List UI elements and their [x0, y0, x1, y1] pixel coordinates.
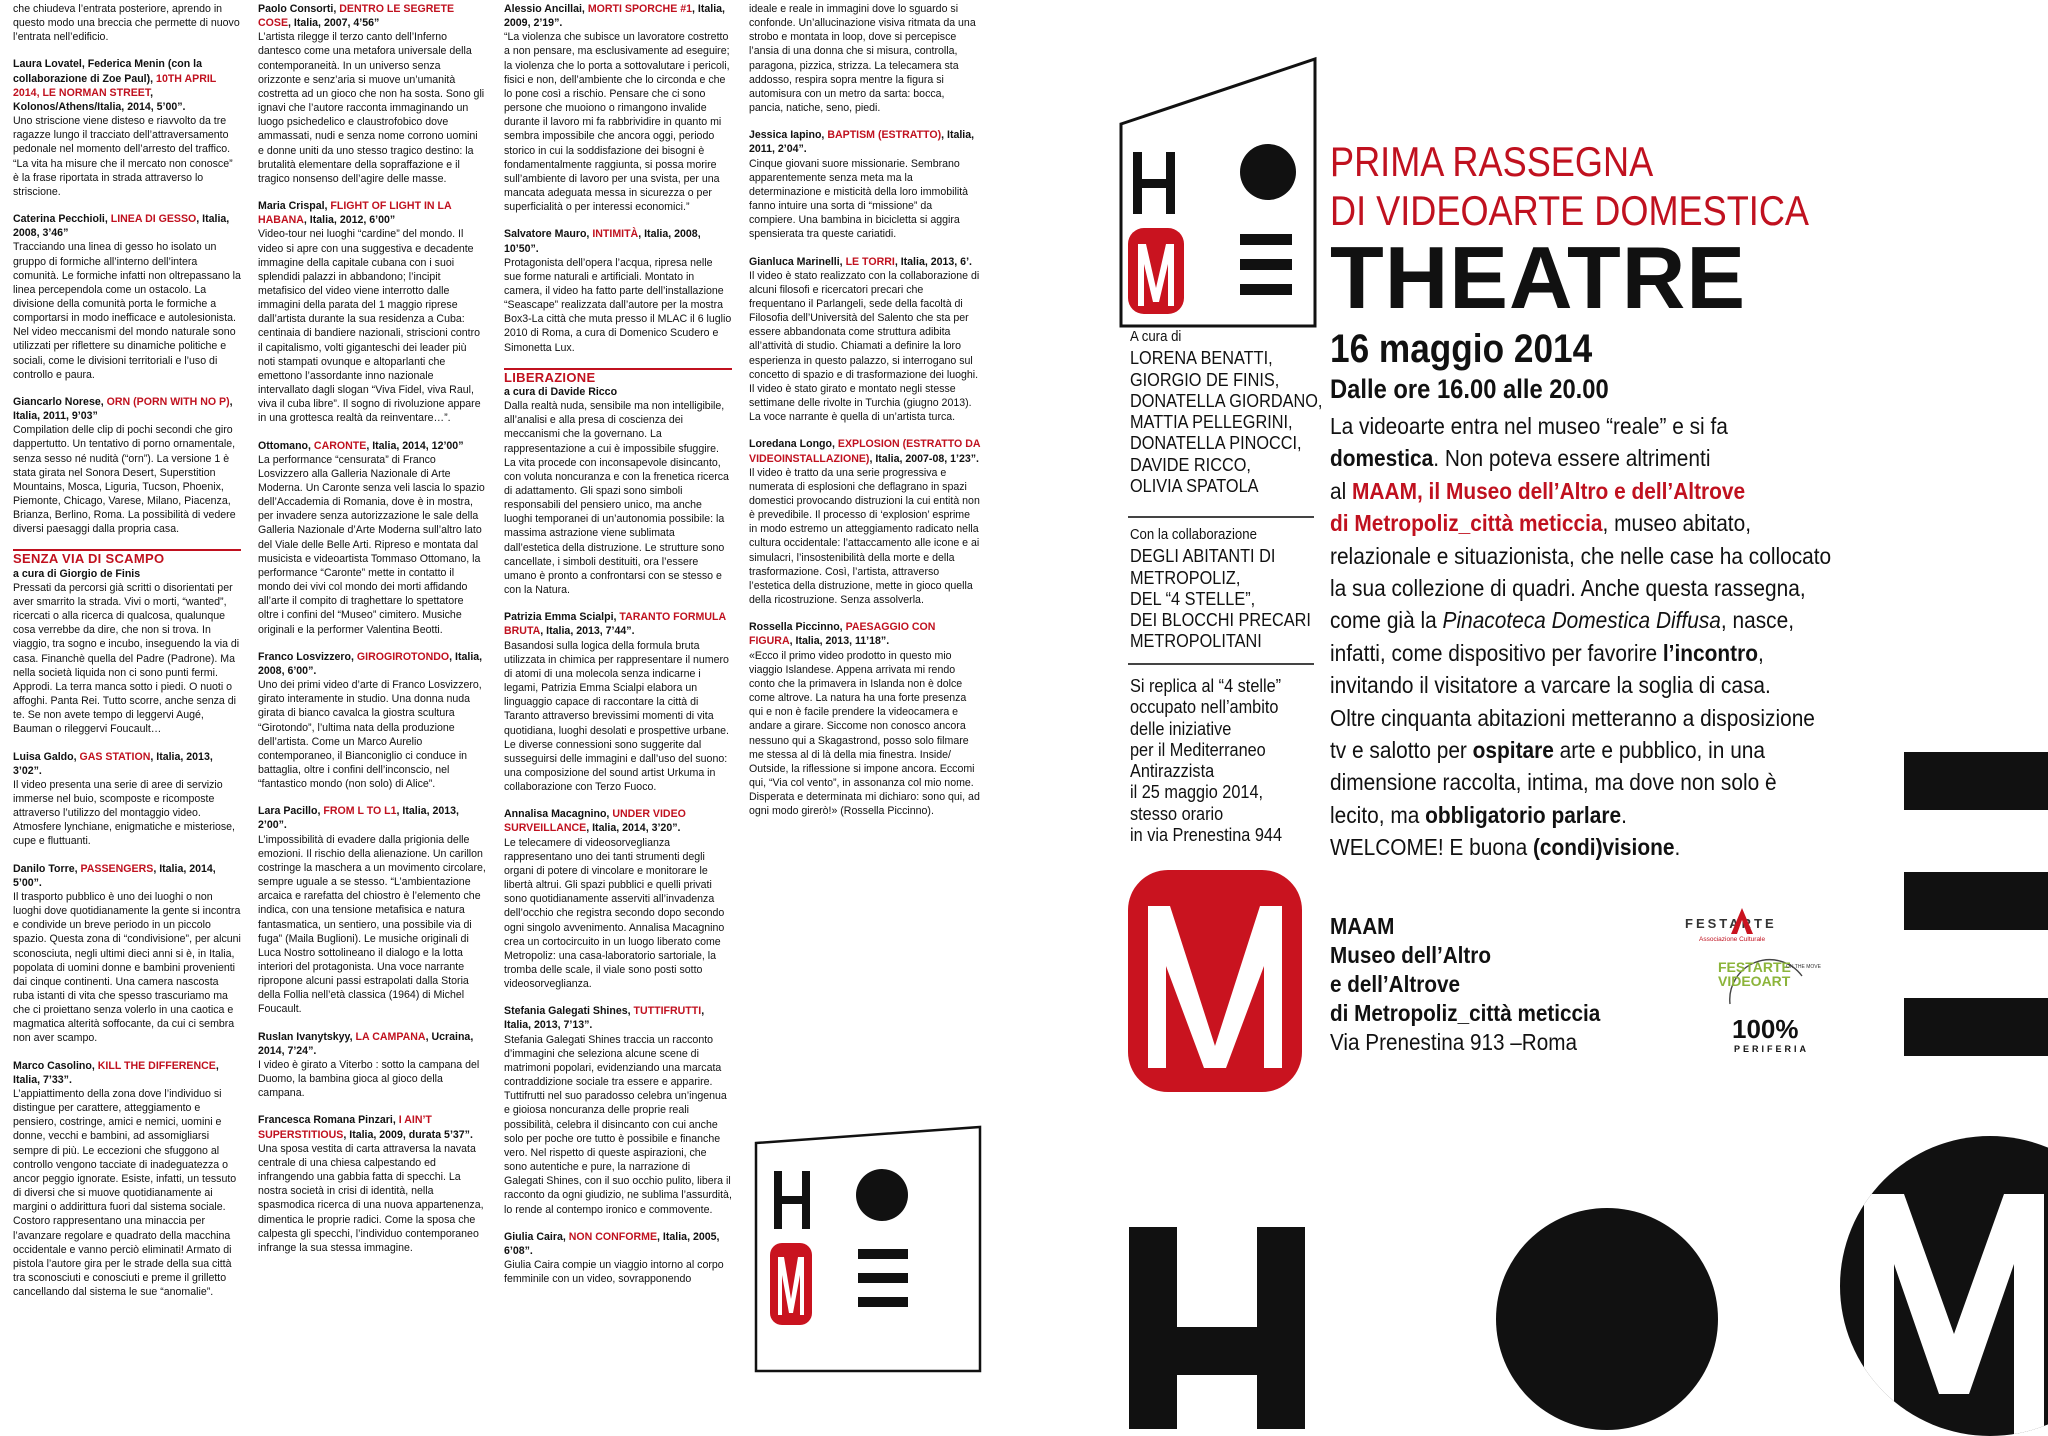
entry-body: Tracciando una linea di gesso ho isolato un gruppo di formiche all’interno dell’intera comunità. Le formiche infatti non oltrepassano la linea percependola come un ostacolo. La divisione della comunità porta le formiche a comportarsi in modo inefficace e autolesionista. Nel video meccanismi del mondo naturale sono utilizzati per riflettere su dinamiche politiche e sociali, come le divisioni territoriali e l’uso di controllo e paura.: [13, 241, 241, 381]
entry-meta: , Italia, 2013, 7’13”.: [504, 1005, 705, 1032]
videoart-line-1: FESTARTE: [1718, 959, 1791, 975]
video-entry: [13, 862, 241, 1046]
intro-segment: di Metropoliz_città meticcia: [1330, 510, 1603, 537]
intro-line: [1330, 734, 1798, 766]
entry-meta: , Italia, 2008, 6’00”.: [258, 650, 483, 677]
intro-line: [1330, 572, 1806, 604]
entry-author: Jessica Iapino,: [749, 129, 828, 142]
entry-body: Uno striscione viene disteso e riavvolto da tre ragazze lungo il tracciato dell’attraversamento pedonale nel momento dell’arresto del traffico. “La vita ha misure che il mercato non conosce” è la frase riportata in strada attraverso lo striscione.: [13, 115, 233, 198]
entry-author: Annalisa Macagnino,: [504, 808, 613, 821]
list-line: DEGLI ABITANTI DI: [1130, 545, 1276, 567]
entry-body: Uno dei primi video d’arte di Franco Losvizzero, girato interamente in studio. Una donna nuda girata di bianco cavalca la giostra scultura “Girotondo”, l’ultima nata della produzione dell’artista. Come un Marco Aurelio contemporaneo, il Bianconiglio ci conduce in battaglia, oltre i confini dell’inconscio, nel “fantastico mondo (non solo) di Alice”.: [258, 679, 482, 791]
title-theatre: THEATRE: [1330, 228, 1747, 327]
video-entry: [258, 439, 486, 637]
entry-meta: , Italia, 2013, 7’44”.: [540, 625, 635, 638]
venue-block: [1330, 912, 1600, 1057]
entry-title: FLIGHT OF LIGHT IN LA HABANA: [258, 200, 452, 227]
entry-author: Francesca Romana Pinzari,: [258, 1114, 399, 1127]
intro-segment: MAAM, il Museo dell’Altro e dell’Altrove: [1352, 477, 1746, 504]
list-line: DAVIDE RICCO,: [1130, 453, 1251, 475]
intro-segment: .: [1621, 801, 1627, 828]
entry-author: Caterina Pecchioli,: [13, 213, 111, 226]
video-entry: [13, 212, 241, 382]
entry-meta: , Italia, 2013, 3’02”.: [13, 750, 213, 777]
section-body: Dalla realtà nuda, sensibile ma non intelligibile, all’analisi e alla presa di coscienza dei meccanismi che la governano. La rappresentazione a cui è impossibile sfuggire. La vita procede con inconsapevole disincanto, con voluta noncuranza e con la frenetica ricerca di adattamento. Gli spazi sono simboli responsabili del pensiero unico, ma anche luoghi temporanei di un’autonomia possibile: la massima astrazione viene sublimata dall’estetica della distruzione. Le strutture sono cancellate, i simboli destituiti, ora l’essere umano è pronto a confrontarsi con se stesso e con la Natura.: [504, 400, 729, 597]
event-hours: Dalle ore 16.00 alle 20.00: [1330, 374, 1609, 404]
entry-heading: [749, 128, 981, 156]
video-entry: [13, 1059, 241, 1300]
videoart-tag: ON THE MOVE: [1786, 964, 1821, 970]
entry-author: Patrizia Emma Scialpi,: [504, 611, 620, 624]
big-m-letter: [1864, 1194, 2044, 1436]
entry-meta: , Ucraina, 2014, 7’24”.: [258, 1030, 474, 1057]
entry-heading: [504, 610, 732, 638]
intro-line: [1330, 766, 1798, 798]
entry-body: Protagonista dell’opera l’acqua, ripresa nelle sue forme naturali e artificiali. Montato in camera, il video ha fatto parte dell’installazione “Seascape” realizzata dall’autore per la mostra Box3-La città che muta presso il MLAC il 6 luglio 2010 di Roma, a cura di Domenico Scudero e Simonetta Lux.: [504, 256, 732, 354]
intro-line: [1330, 799, 1798, 831]
entry-author: Giulia Caira,: [504, 1230, 569, 1243]
video-entry: [749, 255, 981, 425]
list-line: in via Prenestina 944: [1130, 824, 1283, 846]
entry-heading: [258, 1030, 486, 1058]
intro-segment: obbligatorio parlare: [1425, 801, 1622, 828]
list-line: OLIVIA SPATOLA: [1130, 475, 1259, 497]
title-line-1: PRIMA RASSEGNA: [1330, 138, 1654, 185]
entry-meta: , Italia, 2012, 6’00”: [303, 214, 396, 227]
entry-author: Ottomano,: [258, 439, 314, 452]
entry-meta: , Italia, 2007, 4’56”: [288, 17, 380, 30]
entry-body: Stefania Galegati Shines traccia un racconto d’immagini che seleziona alcune scene di matrimoni popolari, evidenziando una marcata contraddizione sociale tra essere e apparire. Tuttifrutti nel suo paradosso celebra un’ingenua e gioiosa noncuranza delle proprie reali possibilità, celebra il disincanto con cui anche solo per poche ore tutto è possibile e finanche vero. Nel rispetto di queste aspirazioni, che sono autentiche e pure, la narrazione di Galegati Shines, con il suo occhio pulito, libera il racconto da ogni giudizio, ne sublima l’assurdità, lo rende al contempo ironico e commovente.: [504, 1033, 732, 1216]
list-line: delle iniziative: [1130, 717, 1232, 739]
divider-1: [1128, 516, 1314, 518]
entry-author: Giancarlo Norese,: [13, 395, 107, 408]
entry-heading: [13, 750, 241, 778]
entry-body: Il trasporto pubblico è uno dei luoghi o non luoghi dove quotidianamente la gente si incontra e condivide un breve periodo in un piccolo spazio. Questa zona di “condivisione”, per alcuni sconosciuta, negli ultimi dieci anni si è, in Italia, popolata di uomini donne e bambini provenienti dai cinque continenti. Una camera nascosta ruba istanti di vita che spesso trascuriamo ma che ci proiettano senza volerlo in una caotica e magmatica alterità soffocante, da cui ci sembra non aver scampo.: [13, 890, 241, 1045]
entry-title: ORN (PORN WITH NO P): [106, 395, 230, 408]
entry-title: KILL THE DIFFERENCE: [97, 1059, 216, 1072]
entry-body: Compilation delle clip di pochi secondi che giro dappertutto. Un tentativo di porno ornamentale, senza sesso né nudità (“orn”). La versione 1 è stata girata nel Sonora Desert, Superstition Mountains, Mosca, Liguria, Tucson, Phoenix, Piemonte, Chicago, Varese, Milano, Piacenza, Brianza, Berlino, Roma. La possibilità di vedere diversi paesaggi dalla propria casa.: [13, 424, 236, 536]
collab-lines: [1130, 545, 1311, 651]
entry-title: LE TORRI: [845, 255, 895, 268]
collab-label: Con la collaborazione: [1130, 526, 1257, 543]
intro-line: [1330, 669, 1798, 701]
entry-title: EXPLOSION (ESTRATTO DA VIDEOINSTALLAZIONE): [749, 438, 981, 465]
entry-title: FROM L TO L1: [323, 805, 397, 818]
intro-line: [1330, 410, 1798, 442]
festarte-name: FESTARTE: [1685, 916, 1777, 931]
list-line: DEL “4 STELLE”,: [1130, 587, 1256, 609]
entry-author: Laura Lovatel, Federica Menin (con la collaborazione di Zoe Paul),: [13, 58, 202, 85]
venue-address: Via Prenestina 913 –Roma: [1330, 1029, 1578, 1055]
replica-lines: [1130, 675, 1282, 845]
list-line: METROPOLITANI: [1130, 630, 1262, 652]
intro-line: [1330, 604, 1798, 636]
entry-author: Gianluca Marinelli,: [749, 255, 846, 268]
video-entry: [504, 1230, 732, 1287]
intro-segment: .: [1674, 834, 1681, 861]
intro-segment: , museo abitato,: [1602, 510, 1752, 537]
entry-author: Franco Losvizzero,: [258, 650, 357, 663]
entry-heading: [13, 395, 241, 423]
venue-lines: [1330, 912, 1600, 1028]
entry-author: Loredana Longo,: [749, 438, 838, 451]
entry-title: 10TH APRIL 2014, LE NORMAN STREET: [13, 72, 217, 99]
entry-body: Una sposa vestita di carta attraversa la navata centrale di una chiesa calpestando ed infrangendo una gabbia fatta di specchi. La nostra società in crisi di identità, nella spasmodica ricerca di una nuova appartenenza, dimentica le proprie radici. Come la sposa che calpesta gli specchi, l’individuo contemporaneo infrange la sua stessa immagine.: [258, 1142, 484, 1254]
video-entry: [504, 1004, 732, 1216]
entry-heading: [504, 807, 732, 835]
intro-segment: lecito, ma: [1330, 801, 1426, 828]
entry-meta: , Italia, 2007-08, 1’23”.: [869, 452, 979, 465]
entry-title: GIROGIROTONDO: [356, 650, 450, 663]
periferia-label: PERIFERIA: [1734, 1044, 1810, 1054]
intro-segment: domestica: [1330, 445, 1434, 472]
video-entry: [258, 650, 486, 792]
entry-meta: , Italia, 2013, 2’00”.: [258, 805, 459, 832]
entry-body: I video è girato a Viterbo : sotto la campana del Duomo, la bambina gioca al gioco della campana.: [258, 1058, 480, 1100]
entry-author: Alessio Ancillai,: [504, 3, 588, 15]
intro-segment: (condi)visione: [1532, 834, 1675, 861]
entry-heading: [504, 1230, 732, 1258]
entry-meta: , Italia, 2011, 2’04”.: [749, 129, 975, 156]
festarte-videoart-logo: [1716, 952, 1821, 1012]
video-entry: [258, 804, 486, 1016]
video-entry: [504, 2, 732, 214]
list-line: e dell’Altrove: [1330, 971, 1460, 997]
entry-heading: [258, 2, 486, 30]
entry-meta: , Italia, 2014, 5’00”.: [13, 862, 216, 889]
video-entry: [13, 750, 241, 849]
divider-2: [1128, 663, 1314, 665]
entry-title: LINEA DI GESSO: [110, 213, 197, 226]
entry-title: TARANTO FORMULA BRUTA: [504, 611, 726, 638]
list-line: stesso orario: [1130, 802, 1224, 824]
entry-body: Video-tour nei luoghi “cardine” del mondo. Il video si apre con una suggestiva e decadente immagine della capitale cubana con i suoi splendidi palazzi in abbandono; l’incipit metafisico del video viene interrotto dalle immagini della parata del 1 maggio riprese dall’artista durante la sua residenza a Cuba: centinaia di bandiere nazionali, striscioni contro il capitalismo, volti giganteschi dei leader più noti stampati ovunque e altoparlanti che emettono l’assordante inno nazionale intervallato dagli slogan “Viva Fidel, viva Raul, viva il cuba libre”. Il sogno di rivoluzione appare in una grottesca realtà da reinventare…”.: [258, 228, 481, 425]
entry-meta: , Italia, 2008, 3’46”: [13, 213, 230, 240]
entry-meta: , Italia, 2014, 12’00”: [366, 439, 464, 452]
curators-block: [1130, 326, 1322, 496]
section-title: LIBERAZIONE: [504, 368, 732, 385]
entry-heading: [504, 227, 732, 255]
curators-label: A cura di: [1130, 328, 1182, 345]
list-line: DEI BLOCCHI PRECARI: [1130, 609, 1311, 631]
video-entry: [258, 1030, 486, 1101]
entry-title: PASSENGERS: [80, 862, 154, 875]
entry-heading: [258, 650, 486, 678]
replica-block: [1130, 675, 1282, 845]
home-logo-small: [754, 1125, 984, 1373]
entry-heading: [258, 804, 486, 832]
intro-segment: Pinacoteca Domestica Diffusa: [1442, 607, 1721, 634]
intro-segment: Oltre cinquanta abitazioni metteranno a disposizione: [1330, 704, 1815, 731]
intro-line: [1330, 702, 1815, 734]
periferia-logo: [1732, 1014, 1822, 1064]
entry-meta: , Italia, 2009, durata 5’37”.: [343, 1128, 473, 1141]
entry-meta: , Kolonos/Athens/Italia, 2014, 5’00”.: [13, 86, 186, 113]
maam-m-logo: [1126, 868, 1304, 1094]
entry-body: “La violenza che subisce un lavoratore costretto a non pensare, ma esclusivamente ad eseguire; la violenza che lo porta a sottovalutare i pericoli, fisici e non, dell’ambiente che lo circonda e che lo pone così a rischio. Pensare che ci sono persone che muoiono o rimangono invalide durante il lavoro mi fa rabbrividire in quanto mi sembra impossibile che ancora oggi, periodo storico in cui la soddisfazione dei bisogni è fondamentalmente raggiunta, si possa morire sull’ambiente di lavoro per una svista, per una mancata adeguata messa in sicurezza o per superficialità o per interessi economici.”: [504, 31, 730, 214]
intro-line: [1330, 637, 1798, 669]
entry-body: Le telecamere di videosorveglianza rappresentano uno dei tanti strumenti degli organi di potere di vincolare e monitorare le libertà altrui. Gli spazi pubblici e quelli privati sono quotidianamente asserviti all’invadenza dell’occhio che registra secondo dopo secondo ogni singolo avvenimento. Annalisa Macagnino crea un cortocircuito in un luogo liberato come Metropoliz: una casa-laboratorio sartoriale, la tromba delle scale, il viale sono posti sotto videosorveglianza.: [504, 836, 725, 991]
section-curator: a cura di Giorgio de Finis: [13, 567, 141, 580]
entry-body: La performance “censurata” di Franco Losvizzero alla Galleria Nazionale di Arte Moderna. Un Caronte senza veli lascia lo spazio dell’Accademia di Romania, dove è in mostra, per invadere senza autorizzazione le sale della Galleria Nazionale d’Arte Moderna sull’altro lato del Viale delle Belle Arti. Ripreso e montata dal musicista e videoartista Tommaso Ottomano, la performance “Caronte” mette in contatto il mondo dei vivi col mondo dei morti affidando all’arte il compito di traghettare lo spettatore oltre i confini del “Museo” cimitero. Musiche originali e la performer Valentina Beotti.: [258, 453, 485, 636]
intro-line: [1330, 831, 1798, 863]
entry-title: DENTRO LE SEGRETE COSE: [258, 3, 455, 30]
text-column-4: [749, 2, 981, 831]
entry-meta: , Italia, 2014, 3’20”.: [586, 822, 681, 835]
entry-meta: , Italia, 2008, 10’50”.: [504, 228, 701, 255]
entry-body: L’artista rilegge il terzo canto dell’Inferno dantesco come una metafora universale della contemporaneità. In un universo senza orizzonte e senz’aria si muove un’umanità costretta ad un gioco che non ha sosta. Sono gli ignavi che l’autore racconta immaginando un luogo psichedelico e claustrofobico dove ammassati, nudi e senza nome corrono uomini e donne uniti da uno stesso tragico destino: la brutalità elementare della sopraffazione e il tragico nonsenso dell’agire delle masse.: [258, 31, 485, 185]
intro-segment: come già la: [1330, 607, 1443, 634]
festarte-sub: Associazione Culturale: [1699, 936, 1766, 943]
entry-heading: [749, 437, 981, 465]
section-curator: a cura di Davide Ricco: [504, 385, 618, 398]
entry-body: Il video presenta una serie di aree di servizio immerse nel buio, scomposte e ricomposte attraverso l’utilizzo del montaggio video. Atmosfere lynchiane, enigmatiche e misteriose, cupe e fluttuanti.: [13, 778, 235, 848]
entry-body: «Ecco il primo video prodotto in questo mio viaggio Islandese. Appena arrivata mi rendo conto che la primavera in Islanda non è dolce come altrove. La natura ha una forte presenza qui e non è facile prendere la videocamera e andare a girare. Siccome non conosco ancora nessuno qui a Skagastrond, posso solo filmare me stessa al di là della mia finestra. Inside/ Outside, la riflessione si impone ancora. Eccomi qui, “Via col vento”, in assonanza col mio nome. Disperata e determinata mi dichiaro: sono qui, ad ogni modo girerò!» (Rossella Piccinno).: [749, 649, 980, 818]
list-line: DONATELLA GIORDANO,: [1130, 389, 1323, 411]
entry-heading: [258, 199, 486, 227]
entry-title: CARONTE: [313, 439, 367, 452]
intro-segment: infatti, come dispositivo per favorire: [1330, 639, 1663, 666]
entry-body: Giulia Caira compie un viaggio intorno al corpo femminile con un video, sovrapponendo: [504, 1258, 724, 1286]
big-e-bars: [1904, 752, 2048, 1062]
intro-segment: tv e salotto per: [1330, 737, 1473, 764]
big-o-circle: [1496, 1208, 1718, 1430]
entry-heading: [258, 1113, 486, 1141]
video-entry: [258, 1113, 486, 1255]
intro-segment: invitando il visitatore a varcare la soglia di casa.: [1330, 672, 1771, 699]
intro-segment: al: [1330, 477, 1353, 504]
entry-body: Il video è stato realizzato con la collaborazione di alcuni filosofi e ricercatori precari che frequentano il Parlangeli, sede della facoltà di Filosofia dell’Università del Salento che sta per essere abbandonata come struttura adibita all’attività di studio. Chiamati a definire la loro esperienza in questo palazzo, si interrogano sul concetto di spazio e di trasformazione dei luoghi. Il video è stato girato e montato negli stesse settimane delle rivolte in Turchia (giugno 2013). La voce narrante è quella di un’artista turca.: [749, 269, 980, 424]
intro-segment: La videoarte entra nel museo “reale” e si fa: [1330, 413, 1728, 439]
entry-author: Paolo Consorti,: [258, 3, 340, 15]
intro-segment: relazionale e situazionista, che nelle case ha collocato: [1330, 542, 1832, 569]
entry-heading: [13, 862, 241, 890]
entry-heading: [13, 1059, 241, 1087]
entry-author: Lara Pacillo,: [258, 805, 324, 818]
entry-heading: [504, 1004, 732, 1032]
list-line: MATTIA PELLEGRINI,: [1130, 411, 1293, 433]
entry-meta: , Italia, 7’33”.: [13, 1059, 219, 1086]
entry-title: I AIN’T SUPERSTITIOUS: [258, 1114, 432, 1141]
videoart-line-2: VIDEOART: [1718, 973, 1791, 989]
entry-meta: , Italia, 2005, 6’08”.: [504, 1230, 720, 1257]
festarte-a-icon: [1731, 908, 1753, 934]
video-entry: [13, 395, 241, 537]
intro-segment: ,: [1757, 639, 1764, 666]
event-date: 16 maggio 2014: [1330, 327, 1593, 371]
entry-author: Salvatore Mauro,: [504, 228, 593, 241]
list-line: GIORGIO DE FINIS,: [1130, 368, 1280, 390]
entry-title: UNDER VIDEO SURVEILLANCE: [504, 808, 686, 835]
video-entry: [258, 199, 486, 426]
video-entry: [504, 807, 732, 991]
curators-names: [1130, 347, 1322, 496]
intro-line: [1330, 442, 1798, 474]
list-line: Antirazzista: [1130, 760, 1215, 782]
entry-meta: , Italia, 2011, 9’03”: [13, 395, 233, 423]
intro-segment: WELCOME! E buona: [1330, 834, 1533, 861]
entry-heading: [504, 2, 732, 30]
intro-line: [1330, 507, 1798, 539]
list-line: Museo dell’Altro: [1330, 942, 1492, 968]
list-line: Si replica al “4 stelle”: [1130, 675, 1282, 696]
entry-author: Danilo Torre,: [13, 862, 81, 875]
entry-author: Ruslan Ivanytskyy,: [258, 1030, 356, 1043]
text-column-2: [258, 2, 486, 1268]
intro-segment: dimensione raccolta, intima, ma dove non solo è: [1330, 769, 1777, 796]
entry-author: Stefania Galegati Shines,: [504, 1005, 634, 1018]
video-entry: [749, 620, 981, 818]
entry-author: Maria Crispal,: [258, 200, 331, 213]
list-line: per il Mediterraneo: [1130, 738, 1266, 760]
list-line: MAAM: [1330, 913, 1395, 939]
text-column-1: [13, 2, 241, 1312]
entry-title: LA CAMPANA: [355, 1030, 426, 1043]
entry-title: NON CONFORME: [568, 1230, 658, 1243]
entry-author: Luisa Galdo,: [13, 750, 80, 763]
periferia-pct: 100%: [1732, 1014, 1799, 1044]
list-line: di Metropoliz_città meticcia: [1330, 1000, 1601, 1026]
entry-title: BAPTISM (ESTRATTO): [827, 129, 942, 142]
intro-segment: . Non poteva essere altrimenti: [1433, 445, 1711, 472]
collab-block: [1130, 524, 1311, 652]
video-entry: [13, 57, 241, 199]
section-body: Pressati da percorsi già scritti o disorientati per aver smarrito la strada. Vivi o morti, “wanted”, ricercati o alla ricerca di qualcosa, qualunque cosa verrebbe da dire, che non si trova. In viaggio, tra sogno e incubo, inseguendo la via di casa. Financhè quella del Padre (Padrone). Ma nella società liquida non ci sono punti fermi. Approdi. La terra manca sotto i piedi. O nuoti o affoghi. Panta Rei. Tutto scorre, anche senza di te. Se non avete tempo di leggervi Augé, Bauman o rileggervi Foucault…: [13, 581, 240, 736]
entry-meta: , Italia, 2013, 11’18”.: [789, 635, 890, 648]
section-title: SENZA VIA DI SCAMPO: [13, 549, 241, 566]
column-text: ideale e reale in immagini dove lo sguardo si confonde. Un’allucinazione visiva ritmata da una strobo e montata in loop, dove si percepisce l’ansia di una donna che si misura, controlla, paragona, pizzica, strizza. La telecamera sta addosso, respira sopra mentre la figura si automisura con un metro da sarta: bocca, pancia, natiche, seno, piedi.: [749, 3, 976, 115]
entry-heading: [749, 620, 981, 648]
festarte-logo: [1685, 910, 1805, 956]
intro-line: [1330, 475, 1798, 507]
video-entry: [749, 437, 981, 607]
list-line: occupato nell’ambito: [1130, 696, 1279, 718]
list-line: METROPOLIZ,: [1130, 566, 1241, 588]
entry-body: Il video è tratto da una serie progressiva e numerata di esplosioni che deflagrano in spazi domestici provocando distruzioni la cui entità non è prevedibile. Il processo di ‘explosion’ esprime in modo estremo un atteggiamento radicato nella cultura occidentale: l’attaccamento alle icone e ai simulacri, l’insostenibilità della morte e della trasformazione. Così, l’artista, attraverso l’estetica della distruzione, mette in gioco quella della ricostruzione. Senza assolverla.: [749, 466, 980, 607]
entry-body: L’appiattimento della zona dove l’individuo si distingue per carattere, atteggiamento e pensiero, costringe, amici e nemici, uomini e donne, vecchi e bambini, ad assomigliarsi sempre di più. Le eccezioni che sfuggono al controllo vengono tacciate di inadeguatezza o ancor peggio ignorate. Esiste, infatti, un tessuto di diversi che si muove quotidianamente ai margini o addirittura fuori dal sistema sociale. Costoro rappresentano una minaccia per l’avanzare regolare e quadrato della macchina occidentale e vanno perciò eliminati! Armato di pistola l’autore gira per le strade della sua città tra sconosciuti e conosciuti e preme il grilletto cancellando dal sistema le sue “anomalie”.: [13, 1087, 237, 1299]
list-line: DONATELLA PINOCCI,: [1130, 432, 1302, 454]
text-column-3: [504, 2, 732, 1299]
big-h-letter: [1129, 1227, 1305, 1429]
entry-heading: [13, 57, 241, 114]
video-entry: [258, 2, 486, 186]
intro-segment: , nasce,: [1720, 607, 1794, 634]
intro-segment: la sua collezione di quadri. Anche questa rassegna,: [1330, 575, 1806, 602]
entry-meta: , Italia, 2013, 6’.: [894, 255, 972, 268]
entry-title: TUTTIFRUTTI: [633, 1005, 702, 1018]
entry-title: INTIMITÀ: [592, 228, 639, 241]
title-line-2: DI VIDEOARTE DOMESTICA: [1330, 187, 1810, 234]
list-line: LORENA BENATTI,: [1130, 347, 1273, 369]
big-m-circle: [1840, 1136, 2048, 1436]
entry-author: Marco Casolino,: [13, 1059, 98, 1072]
intro-segment: arte e pubblico, in una: [1553, 737, 1766, 764]
entry-author: Rossella Piccinno,: [749, 621, 846, 634]
entry-heading: [13, 212, 241, 240]
intro-line: [1330, 540, 1832, 572]
entry-body: Cinque giovani suore missionarie. Sembrano apparentemente senza meta ma la determinazione e misticità della loro immobilità fanno intuire una sorta di “missione” da compiere. Una bambina in bicicletta si aggira spensierata tra queste cariatidi.: [749, 157, 969, 241]
intro-segment: ospitare: [1472, 737, 1554, 764]
column-text: che chiudeva l’entrata posteriore, aprendo in questo modo una breccia che permette di nuovo l’entrata nell’edificio.: [13, 3, 240, 44]
video-entry: [504, 610, 732, 794]
video-entry: [749, 128, 981, 241]
home-logo-main: [1118, 56, 1318, 328]
intro-paragraph: [1330, 410, 1832, 864]
entry-title: PAESAGGIO CON FIGURA: [749, 621, 936, 648]
entry-title: GAS STATION: [79, 750, 151, 763]
entry-heading: [258, 439, 486, 453]
entry-title: MORTI SPORCHE #1: [587, 3, 693, 15]
entry-meta: , Italia, 2009, 2’19”.: [504, 3, 725, 30]
list-line: il 25 maggio 2014,: [1130, 781, 1264, 803]
intro-segment: l’incontro: [1662, 639, 1758, 666]
video-entry: [504, 227, 732, 354]
entry-body: L’impossibilità di evadere dalla prigionia delle emozioni. Il rischio della alienazione. Un carillon costringe la maschera a un movimento circolare, sempre uguale a se stesso. “L’ambientazione arcaica e rarefatta del chiostro è l’elemento che indica, con una tensione metafisica e natura fantasmatica, un sentiero, una possibile via di fuga” (Maila Buglioni). Le musiche originali di Luca Nostro sottolineano il dialogo e la lotta interiori del protagonista. Una voce narrante ripropone alcuni passi estrapolati dalla Storia della Follia nell’età classica (1964) di Michel Foucault.: [258, 833, 486, 1016]
entry-heading: [749, 255, 981, 269]
entry-body: Basandosi sulla logica della formula bruta utilizzata in chimica per rappresentare il numero di atomi di una molecola senza indicarne i legami, Patrizia Emma Scialpi elabora un linguaggio capace di raccontare la città di Taranto attraverso brevissimi momenti di vita quotidiana, luoghi desolati e prospettive urbane. Le diverse connessioni sono suggerite dal susseguirsi delle immagini e dall’uso del suono: una composizione del sound artist Urkuma in collaborazione con Terzo Fuoco.: [504, 639, 729, 794]
